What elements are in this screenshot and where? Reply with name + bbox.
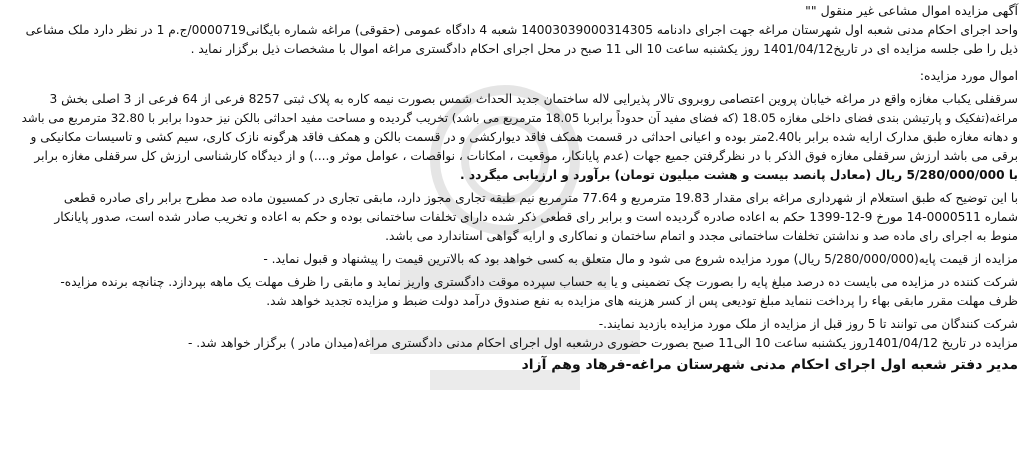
participants-line-2: ظرف مهلت مقرر مابقی بهاء را پرداخت ننماید مبلغ تودیعی پس از کسر هزینه های مزایده به نفع صندوق درآمد دولت ضبط و مزایده تجدید خواهد شد. [266, 294, 1018, 308]
explanation-line-1: با این توضیح که طبق استعلام از شهرداری مراغه برای مقدار 19.83 مترمربع و 77.64 مترمربع نیم طبقه تجاری مجوز دارد، مابقی تجاری در کمسیون ماده صد مطرح برابر رای صادره قطعی [63, 191, 1018, 205]
visit-line: شرکت کنندگان می توانند تا 5 روز قبل از مزایده از ملک مورد مزایده بازدید نمایند.- [598, 317, 1018, 331]
signature-line: مدیر دفتر شعبه اول اجرای احکام مدنی شهرستان مراغه-فرهاد وهم آزاد [521, 357, 1018, 373]
property-line-4: برقی می باشد ارزش سرقفلی مغازه فوق الذکر با در نظرگرفتن جمیع جهات (عدم پایانکار، موقعیت ، امکانات ، نواقصات ، عوامل موثر و....) و از دیدگاه کارشناسی ارزش کل سرقفلی مغازه برابر [34, 149, 1018, 163]
section-label: اموال مورد مزایده: [919, 69, 1018, 83]
base-price-line: مزایده از قیمت پایه(5/280/000/000 ریال) مورد مزایده شروع می شود و مال متعلق به کسی خواهد بود که بالاترین قیمت را پیشنهاد و قبول نماید. - [263, 252, 1018, 266]
property-line-2: مراغه(تفکیک و پارتیشن بندی فضای داخلی مغازه 18.05 (که فضای مفید آن حدوداً برابربا 18.05 مترمربع می باشد) تخریب گردیده و مساحت مفید احداثی بالکن نیز حدودا برابر با 32.80 مترمربع می باشد [21, 111, 1018, 125]
property-line-1: سرقفلی یکباب مغازه واقع در مراغه خیابان پروین اعتصامی روبروی تالار پذیرایی لاله ساختمان جدید الحداث شمس بصورت نیمه کاره به پلاک ثبتی 8257 فرعی از 64 فرعی از 3 اصلی بخش 3 [49, 92, 1018, 106]
intro-line-2: ذیل را طی جلسه مزایده ای در تاریخ1401/04/12 روز یکشنبه ساعت 10 الی 11 صبح در محل اجرای احکام دادگستری مراغه اموال با مشخصات ذیل برگزار نماید . [190, 42, 1018, 56]
intro-line-1: واحد اجرای احکام مدنی شعبه اول شهرستان مراغه جهت اجرای دادنامه 14003039000314305 شعبه 4 دادگاه عمومی (حقوقی) مراغه شماره بایگانی0000719/ج.م 1 در نظر دارد ملک مشاعی [25, 23, 1018, 37]
explanation-line-2: شماره 0000511-14 مورخ 9-12-1399 حکم به اعاده صادره گردیده است و برابر رای قطعی ذکر شده دارای تخلفات ساختمانی بوده و حکم به اعاده و تخریب صادر شده است، صدور پایانکار [54, 210, 1018, 224]
schedule-line: مزایده در تاریخ 1401/04/12روز یکشنبه ساعت 10 الی11 صبح بصورت حضوری درشعبه اول اجرای احکام مدنی دادگستری مراغه(میدان مادر ) برگزار خواهد شد. - [187, 336, 1018, 350]
notice-title: آگهی مزایده اموال مشاعی غیر منقول "" [805, 3, 1018, 18]
property-line-5: با 5/280/000/000 ریال (معادل پانصد بیست و هشت میلیون تومان) برآورد و ارزیابی میگردد . [459, 168, 1018, 182]
explanation-line-3: منوط به اجرای رای ماده صد و نداشتن تخلفات ساختمانی مجدد و اتمام ساختمان و نماکاری و ارایه گواهی استاندارد می باشد. [385, 229, 1018, 243]
participants-line-1: شرکت کننده در مزایده می بایست ده درصد مبلغ پایه را بصورت چک تضمینی و یا به حساب سپرده موقت دادگستری واریز نماید و مابقی را ظرف مهلت یک ماهه بپردازد. چنانچه برنده مزایده- [60, 275, 1018, 289]
property-line-3: و دهانه مغازه طبق مدارک ارایه شده برابر با2.40متر بوده و اعیانی احداثی در قسمت همکف فاقد دیوارکشی و در قسمت بالکن و همکف فاقد هرگونه نازک کاری، سیم کشی و تاسیسات مکانیکی و [30, 130, 1018, 144]
